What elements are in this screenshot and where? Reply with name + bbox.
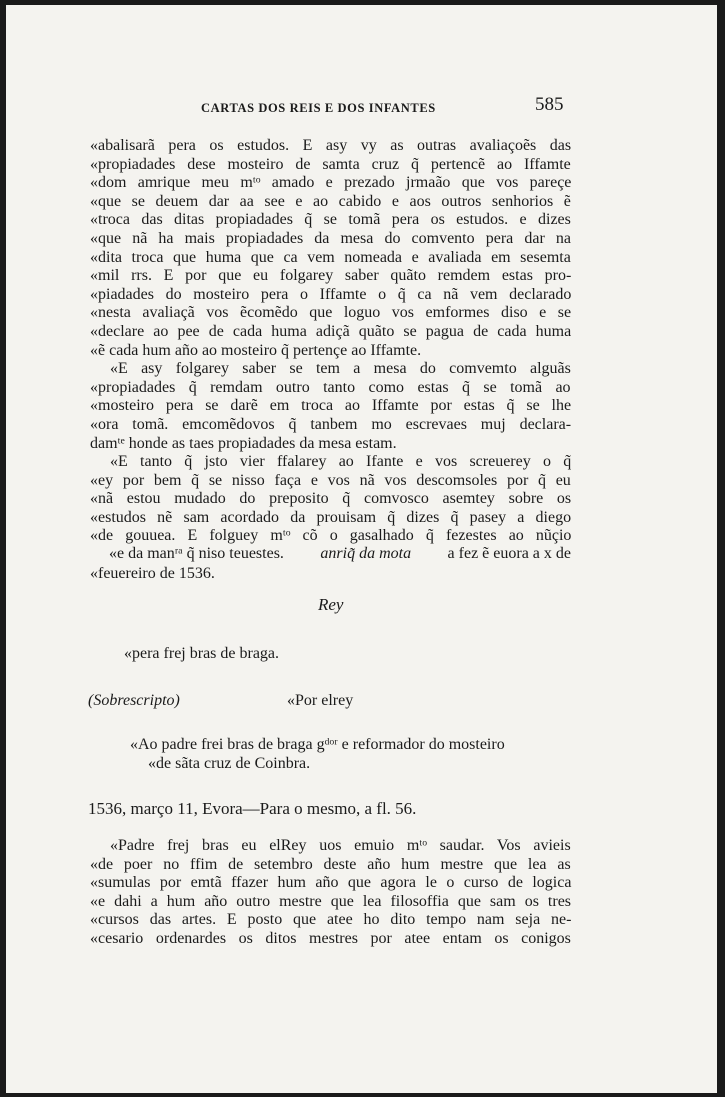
text-line bbox=[90, 509, 571, 528]
document-heading: 1536, março 11, Evora—Para o mesmo, a fl. 56. bbox=[88, 799, 417, 818]
line-text: «estudos nẽ sam acordado da prouisam q̃ dizes q̃ pasey a diego bbox=[90, 508, 572, 526]
text-line bbox=[90, 435, 571, 454]
text-line bbox=[90, 397, 571, 416]
superscription-by: «Por elrey bbox=[287, 692, 354, 709]
line-text: «ey por bem q̃ se nisso faça e vos nã vos descomsoles por q̃ eu bbox=[90, 471, 571, 489]
royal-signature: Rey bbox=[318, 595, 344, 614]
line-text: «nã estou mudado do preposito q̃ comvosco asemtey sobre os bbox=[90, 490, 572, 508]
superscription-line-1: «Ao padre frei bras de braga gᵈᵒʳ e reformador do mosteiro bbox=[130, 736, 505, 753]
text-line bbox=[90, 837, 571, 856]
line-text: «cursos das artes. E posto que atee ho dito tempo nam seja ne- bbox=[90, 911, 572, 929]
line-text: «ora tomã. emcomẽdovos q̃ tanbem mo escrevaes muj declara- bbox=[90, 415, 572, 433]
text-line bbox=[90, 893, 571, 912]
text-line bbox=[90, 379, 571, 398]
line-text: «piadades do mosteiro pera o Iffamte o q̃ ca nã vem declarado bbox=[90, 285, 572, 303]
line-text: «declare ao pee de cada huma adiçã quãto se pagua de cada huma bbox=[90, 322, 572, 340]
line-text: «Padre frej bras eu elRey uos emuio mᵗᵒ saudar. Vos avieis bbox=[110, 837, 571, 854]
closing-start: «e da manʳᵃ q̃ niso teuestes. bbox=[109, 545, 284, 562]
closing-line bbox=[109, 545, 571, 564]
line-text: «E asy folgarey saber se tem a mesa do comvemto alguãs bbox=[110, 360, 571, 378]
text-line bbox=[90, 856, 571, 875]
page-number: 585 bbox=[535, 94, 564, 115]
text-line bbox=[90, 323, 571, 342]
text-line bbox=[90, 416, 571, 435]
letter-2-body bbox=[90, 837, 571, 949]
text-line bbox=[90, 211, 571, 230]
text-line bbox=[90, 304, 571, 323]
book-page bbox=[6, 5, 717, 1093]
line-text: «propiadades q̃ remdam outro tanto como estas q̃ se tomã ao bbox=[90, 378, 571, 396]
text-line bbox=[90, 490, 571, 509]
text-line bbox=[90, 453, 571, 472]
line-text: «que nã ha mais propiadades da mesa do comvento pera dar na bbox=[90, 229, 571, 247]
letter-address: «pera frej bras de braga. bbox=[124, 645, 280, 662]
closing-rest: a fez ẽ euora a x de bbox=[447, 545, 571, 562]
line-text: «propiadades dese mosteiro de samta cruz q̃ pertencẽ ao Iffamte bbox=[90, 155, 571, 173]
line-text: damᵗᵉ honde as taes propiadades da mesa estam. bbox=[90, 434, 397, 452]
text-line bbox=[90, 267, 571, 286]
line-text: «e dahi a hum año outro mestre que lea filosoffia que sam os tres bbox=[90, 892, 572, 910]
letter-1-body bbox=[90, 137, 571, 546]
line-text: «dom amrique meu mᵗᵒ amado e prezado jrmaão que vos pareçe bbox=[90, 174, 572, 192]
letter-1-closing bbox=[109, 545, 571, 564]
text-line bbox=[90, 193, 571, 212]
text-line bbox=[90, 286, 571, 305]
text-line bbox=[90, 874, 571, 893]
line-text: «nesta avaliaçã vos ẽcomẽdo que loguo vos emformes diso e se bbox=[90, 304, 572, 322]
superscription-label: (Sobrescripto) bbox=[88, 692, 180, 709]
line-text: «cesario ordenardes os ditos mestres por atee entam os conigos bbox=[90, 929, 571, 947]
text-line bbox=[90, 156, 571, 175]
line-text: «de gouuea. E folguey mᵗᵒ cõ o gasalhado q̃ fezestes ao nũçio bbox=[90, 527, 572, 545]
line-text: «dita troca que huma que ca vem nomeada e avaliada em sesemta bbox=[90, 248, 571, 266]
text-line bbox=[90, 342, 571, 361]
text-line bbox=[90, 174, 571, 193]
line-text: «de poer no ffim de setembro deste año hum mestre que lea as bbox=[90, 855, 571, 873]
line-text: «mosteiro pera se darẽ em troca ao Iffamte por estas q̃ se lhe bbox=[90, 397, 572, 415]
line-text: «mil rrs. E por que eu folgarey saber quãto remdem estas pro- bbox=[90, 267, 572, 285]
page-header bbox=[6, 94, 717, 121]
line-text: «que se deuem dar aa see e ao cabido e aos outros senhorios ẽ bbox=[90, 192, 571, 210]
text-line bbox=[90, 137, 571, 156]
line-text: «troca das ditas propiadades q̃ se tomã pera os estudos. e dizes bbox=[90, 211, 571, 229]
text-line bbox=[90, 230, 571, 249]
text-line bbox=[90, 911, 571, 930]
line-text: «E tanto q̃ jsto vier ffalarey ao Ifante e vos screuerey o q̃ bbox=[110, 453, 572, 471]
text-line bbox=[90, 360, 571, 379]
text-line bbox=[90, 472, 571, 491]
text-line bbox=[90, 249, 571, 268]
closing-date: «feuereiro de 1536. bbox=[90, 565, 215, 582]
text-line bbox=[90, 930, 571, 949]
line-text: «ẽ cada hum año ao mosteiro q̃ pertençe ao Iffamte. bbox=[90, 341, 422, 359]
line-text: «abalisarã pera os estudos. E asy vy as outras avaliaçoẽs das bbox=[90, 137, 572, 154]
text-line bbox=[90, 527, 571, 546]
line-text: «sumulas por emtã ffazer hum año que agora le o curso de logica bbox=[90, 874, 572, 892]
running-title: CARTAS DOS REIS E DOS INFANTES bbox=[201, 101, 436, 115]
superscription-line-2: «de sãta cruz de Coinbra. bbox=[148, 755, 311, 772]
closing-signature-name: anriq̃ da mota bbox=[320, 545, 412, 562]
